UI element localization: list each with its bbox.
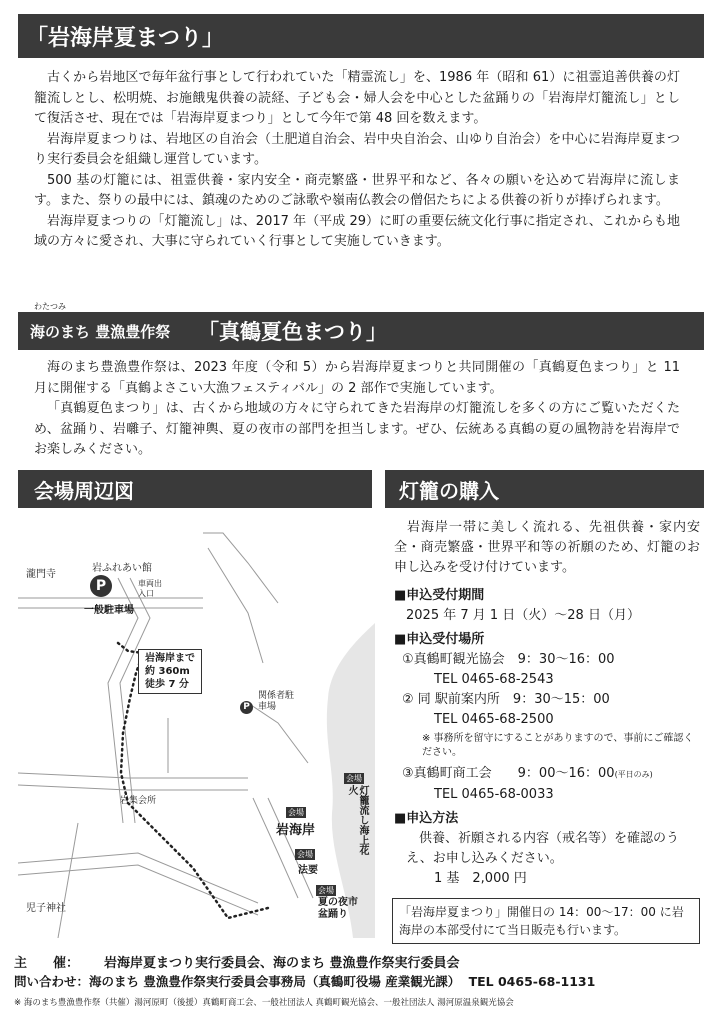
- section2-ruby: わたつみ: [34, 302, 66, 311]
- section1-body: [34, 68, 680, 253]
- period-header: ■申込受付期間: [394, 588, 485, 603]
- tel-3: TEL 0465-68-0033: [434, 787, 554, 802]
- section1-header: [18, 14, 704, 58]
- walk-info-box: [138, 649, 202, 694]
- lantern-intro: 岩海岸一帯に美しく流れる、先祖供養・家内安全・商売繁盛・世界平和等の祈願のため、灯籠のお申し込みを受け付けています。: [394, 520, 700, 575]
- section2-body: [34, 358, 680, 461]
- footer-host: [14, 952, 714, 971]
- section2-paragraph: 海のまち豊漁豊作祭は、2023 年度（令和 5）から岩海岸夏まつりと共同開催の「真鶴夏色まつり」と 11 月に開催する「真鶴よさこい大漁フェスティバル」の 2 部作で実施しています。: [34, 360, 680, 396]
- host-value: 岩海岸夏まつり実行委員会、海のまち 豊漁豊作祭実行委員会: [104, 956, 460, 971]
- contact-value: 海のまち 豊漁豊作祭実行委員会事務局（真鶴町役場 産業観光課）: [89, 974, 461, 989]
- place-3: ③真鶴町商工会 9：00～16：00: [402, 766, 615, 781]
- section2-subtitle: 海のまち 豊漁豊作祭: [30, 322, 171, 341]
- tel-1: TEL 0465-68-2543: [434, 672, 554, 687]
- houyou-tag: 会場: [297, 850, 313, 859]
- section1-paragraph: 500 基の灯籠には、祖霊供養・家内安全・商売繁盛・世界平和など、各々の願いを込めて岩海岸に流します。また、祭りの最中には、鎮魂のためのご詠歌や嶺南仏教会の僧侶たちによる供養の祈りが捧げられます。: [34, 172, 680, 208]
- venue-tag: 会場: [288, 808, 304, 817]
- place-3-row: [394, 764, 700, 785]
- lantern-body: [394, 518, 700, 889]
- map-label-shrine: 児子神社: [26, 903, 66, 914]
- parking-icon: P: [90, 575, 112, 597]
- walk-info-line: 約 360m: [145, 666, 190, 677]
- place-3-note: (平日のみ): [614, 770, 653, 779]
- price: 1 基 2,000 円: [434, 871, 527, 886]
- venue-map: [18, 523, 375, 938]
- staff-parking-icon: P: [240, 701, 253, 714]
- section2-paragraph: 「真鶴夏色まつり」は、古くから地域の方々に守られてきた岩海岸の灯籠流しを多くの方にご覧いただくため、盆踊り、岩囃子、灯籠神輿、夏の夜市の部門を担当します。ぜひ、伝統ある真鶴の夏の風物詩を岩海岸でお楽しみください。: [34, 401, 680, 457]
- map-label-fireworks: 灯籠流し海上花火: [346, 785, 368, 855]
- host-label: 主 催：: [14, 956, 80, 971]
- lantern-title: 灯籠の購入: [399, 478, 499, 503]
- map-label-night: 夏の夜市盆踊り: [318, 897, 358, 920]
- map-label-parking: 一般駐車場: [84, 605, 134, 616]
- place-header: ■申込受付場所: [394, 632, 485, 647]
- fireworks-tag: 会場: [346, 774, 362, 783]
- place-2: ② 同 駅前案内所 9：30～15：00: [402, 692, 610, 707]
- method-value: 供養、祈願される内容（戒名等）を確認のうえ、お申し込みください。: [406, 831, 680, 866]
- map-drawing: [18, 523, 375, 938]
- method-header: ■申込方法: [394, 811, 459, 826]
- map-label-houyou: 法要: [298, 865, 318, 876]
- place-1: ①真鶴町観光協会 9：30～16：00: [402, 652, 615, 667]
- footer-contact: [14, 972, 714, 990]
- footer-note: ※ 海のまち豊漁豊作祭（共催）湯河原町（後援）真鶴町商工会、一般社団法人 真鶴町観光協会、一般社団法人 湯河原温泉観光協会: [14, 998, 514, 1008]
- section1-paragraph: 古くから岩地区で毎年盆行事として行われていた「精霊流し」を、1986 年（昭和 61）に祖霊追善供養の灯籠流しとし、松明焼、お施餓鬼供養の読経、子ども会・婦人会を中心とした盆踊りの「岩海岸灯籠流し」として復活させ、現在では「岩海岸夏まつり」として今年で第 48 回を数えます。: [34, 70, 680, 126]
- walk-info-line: 徒歩 7 分: [145, 679, 189, 690]
- map-label-temple: 瀧門寺: [26, 569, 56, 580]
- walk-info-line: 岩海岸まで: [145, 653, 195, 664]
- map-header: [18, 470, 372, 508]
- period-value: 2025 年 7 月 1 日（火）～28 日（月）: [406, 608, 640, 623]
- night-tag: 会場: [318, 886, 334, 895]
- section2-title: 「真鶴夏色まつり」: [198, 320, 387, 344]
- contact-note: ※ 事務所を留守にすることがありますので、事前にご確認ください。: [422, 733, 694, 758]
- same-day-sales-note: 「岩海岸夏まつり」開催日の 14：00～17：00 に岩海岸の本部受付にて当日販売も行います。: [392, 898, 700, 944]
- contact-tel: TEL 0465-68-1131: [468, 974, 596, 989]
- tel-2: TEL 0465-68-2500: [434, 712, 554, 727]
- contact-label: 問い合わせ：: [14, 974, 90, 989]
- lantern-header: [385, 470, 704, 508]
- section1-title: 「岩海岸夏まつり」: [26, 25, 225, 51]
- section1-paragraph: 岩海岸夏まつりは、岩地区の自治会（土肥道自治会、岩中央自治会、山ゆり自治会）を中心に岩海岸夏まつり実行委員会を組織し運営しています。: [34, 131, 680, 167]
- map-label-hall: 岩集会所: [120, 796, 157, 806]
- map-title: 会場周辺図: [34, 478, 134, 503]
- section1-paragraph: 岩海岸夏まつりの「灯籠流し」は、2017 年（平成 29）に町の重要伝統文化行事に指定され、これからも地域の方々に愛され、大事に守られていく行事として実施していきます。: [34, 213, 680, 249]
- map-label-entrance: 車両出入口: [138, 579, 162, 598]
- map-label-fureai: 岩ふれあい館: [92, 563, 152, 574]
- map-label-staff-parking: 関係者駐車場: [258, 691, 295, 712]
- section2-header: [18, 312, 704, 350]
- map-label-venue: 岩海岸: [276, 823, 316, 838]
